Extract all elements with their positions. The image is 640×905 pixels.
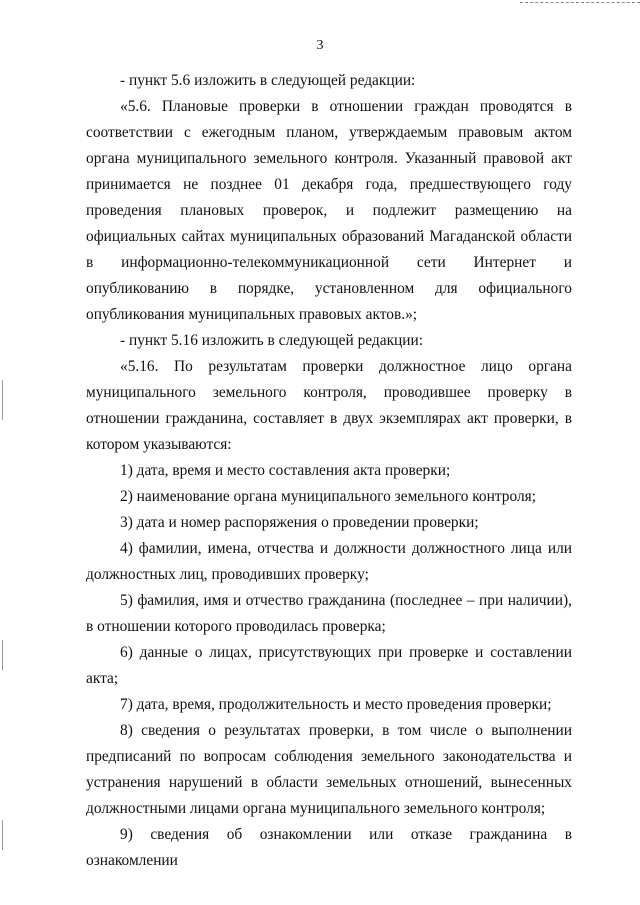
paragraph-clause-5-6: «5.6. Плановые проверки в отношении граждан проводятся в соответствии с ежегодным планом, утверждаемым правовым актом органа муниципального земельного контроля. Указанный правовой акт принимается не позднее 01 декабря года, предшествующего году проведения плановых проверок, и подлежит размещению на официальных сайтах муниципальных образований Магаданской области в информационно-телекоммуникационной сети Интернет и опубликованию в порядке, установленном для официального опубликования муниципальных правовых актов.»; [86,98,572,323]
scan-margin-mark [2,380,3,420]
page-number: 3 [316,38,324,53]
list-item-7: 7) дата, время, продолжительность и место проведения проверки; [120,696,552,713]
paragraph-clause-5-16: «5.16. По результатам проверки должностное лицо органа муниципального земельного контроля, проводившее проверку в отношении гражданина, составляет в двух экземплярах акт проверки, в котором указываются: [86,358,572,453]
list-item-5: 5) фамилия, имя и отчество гражданина (последнее – при наличии), в отношении которого проводилась проверка; [86,592,572,635]
scan-edge-line [520,2,640,3]
scan-margin-mark [2,640,3,670]
list-item-4: 4) фамилии, имена, отчества и должности должностного лица или должностных лиц, проводивших проверку; [86,540,572,583]
scan-margin-mark [2,820,3,850]
list-item-1: 1) дата, время и место составления акта проверки; [120,462,451,479]
list-item-8: 8) сведения о результатах проверки, в том числе о выполнении предписаний по вопросам соблюдения земельного законодательства и устранения нарушений в области земельных отношений, вынесенных должностными лицами органа муниципального земельного контроля; [86,722,572,817]
paragraph-amend-5-16-intro: - пункт 5.16 изложить в следующей редакции: [120,332,424,349]
list-item-6: 6) данные о лицах, присутствующих при проверке и составлении акта; [86,644,572,687]
paragraph-amend-5-6-intro: - пункт 5.6 изложить в следующей редакции: [120,72,416,89]
list-item-3: 3) дата и номер распоряжения о проведении проверки; [120,514,479,531]
document-body [86,68,572,874]
list-item-9: 9) сведения об ознакомлении или отказе гражданина в ознакомлении [86,826,572,869]
list-item-2: 2) наименование органа муниципального земельного контроля; [120,488,537,505]
